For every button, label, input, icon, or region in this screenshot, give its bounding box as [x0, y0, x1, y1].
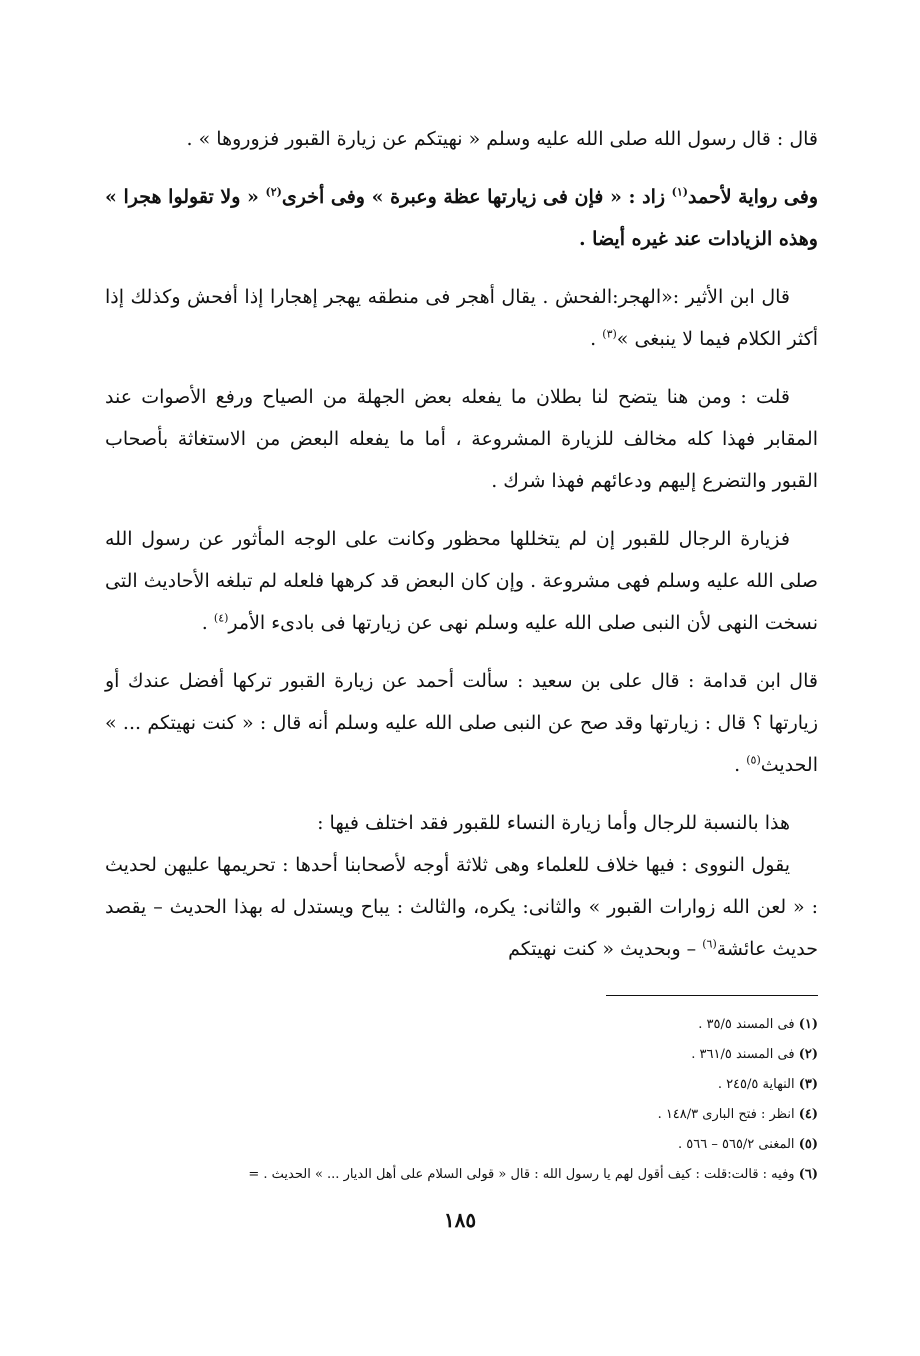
footnote-2 [105, 1040, 818, 1070]
paragraph-text: زاد : « فإن فى زيارتها عظة وعبرة » وفى أخرى [281, 186, 672, 208]
paragraph-text: . [734, 754, 747, 776]
footnote-5 [105, 1130, 818, 1160]
paragraph-ibn-athir [105, 276, 818, 360]
paragraph-author-comment [105, 376, 818, 502]
footnote-ref-4: (٤) [213, 611, 229, 625]
footnote-number: (٢) [798, 1047, 818, 1062]
paragraph-text: « ولا تقولوا هجرا » وهذه الزيادات عند غيره أيضا . [105, 186, 818, 250]
main-text [105, 118, 818, 970]
footnote-ref-3: (٣) [602, 327, 617, 341]
footnote-text: فى المسند ٣٥/٥ . [698, 1017, 795, 1032]
footnote-text: وفيه : قالت:قلت : كيف أقول لهم يا رسول الله : قال « قولى السلام على أهل الديار ... » الحديث . = [248, 1167, 795, 1182]
footnote-number: (٥) [798, 1137, 818, 1152]
footnote-separator [606, 995, 818, 996]
page-number: ١٨٥ [443, 1208, 477, 1232]
paragraph-text: قال ابن الأثير :«الهجر:الفحش . يقال أهجر فى منطقه يهجر إهجارا إذا أفحش وكذلك إذا أكثر الكلام فيما لا ينبغى » [105, 286, 818, 350]
paragraph-text: . [590, 328, 603, 350]
paragraph-men-visiting [105, 518, 818, 644]
paragraph-nawawi [105, 844, 818, 970]
footnote-6 [105, 1160, 818, 1190]
footnote-text: فى المسند ٣٦١/٥ . [691, 1047, 795, 1062]
paragraph-ibn-qudama [105, 660, 818, 786]
footnote-text: النهاية ٢٤٥/٥ . [717, 1077, 795, 1092]
paragraph-text: قلت : ومن هنا يتضح لنا بطلان ما يفعله بعض الجهلة من الصياح ورفع الأصوات عند المقابر فهذا كله مخالف للزيارة المشروعة ، أما ما يفعله البعض من الاستغاثة بأصحاب القبور والتضرع إليهم ودعائهم فهذا شرك . [105, 386, 818, 492]
footnote-1 [105, 1010, 818, 1040]
paragraph-hadith [105, 118, 818, 160]
footnote-ref-1: (١) [671, 185, 689, 199]
paragraph-text: . [201, 612, 214, 634]
footnote-ref-2: (٢) [265, 185, 282, 199]
paragraph-ahmad-narration [105, 176, 818, 260]
footnote-number: (٦) [798, 1167, 818, 1182]
footnote-number: (٤) [798, 1107, 818, 1122]
footnote-4 [105, 1100, 818, 1130]
paragraph-women-visiting [105, 802, 818, 844]
paragraph-text: فزيارة الرجال للقبور إن لم يتخللها محظور وكانت على الوجه المأثور عن رسول الله صلى الله عليه وسلم فهى مشروعة . وإن كان البعض قد كرهها فلعله لم تبلغه الأحاديث التى نسخت النهى لأن النبى صلى الله عليه وسلم نهى عن زيارتها فى بادىء الأمر [105, 528, 818, 634]
footnote-text: المغنى ٥٦٥/٢ – ٥٦٦ . [678, 1137, 795, 1152]
paragraph-text: هذا بالنسبة للرجال وأما زيارة النساء للقبور فقد اختلف فيها : [317, 812, 790, 834]
footnote-ref-6: (٦) [702, 937, 717, 951]
paragraph-text: يقول النووى : فيها خلاف للعلماء وهى ثلاثة أوجه لأصحابنا أحدها : تحريمها عليهن لحديث : « لعن الله زوارات القبور » والثانى: يكره، والثالث : يباح ويستدل له بهذا الحديث – يقصد حديث عائشة [105, 854, 818, 960]
footnote-text: انظر : فتح البارى ١٤٨/٣ . [657, 1107, 795, 1122]
paragraph-text: وفى رواية لأحمد [688, 186, 818, 208]
paragraph-text: قال ابن قدامة : قال على بن سعيد : سألت أحمد عن زيارة القبور تركها أفضل عندك أو زيارتها ؟ قال : زيارتها وقد صح عن النبى صلى الله عليه وسلم أنه قال : « كنت نهيتكم ... » الحديث [105, 670, 818, 776]
footnote-number: (١) [798, 1017, 818, 1032]
footnote-ref-5: (٥) [746, 753, 761, 767]
footnotes [105, 1010, 818, 1190]
footnote-number: (٣) [798, 1077, 818, 1092]
footnote-3 [105, 1070, 818, 1100]
paragraph-text: – وبحديث « كنت نهيتكم [508, 938, 703, 960]
paragraph-text: قال : قال رسول الله صلى الله عليه وسلم « نهيتكم عن زيارة القبور فزوروها » . [186, 128, 818, 150]
